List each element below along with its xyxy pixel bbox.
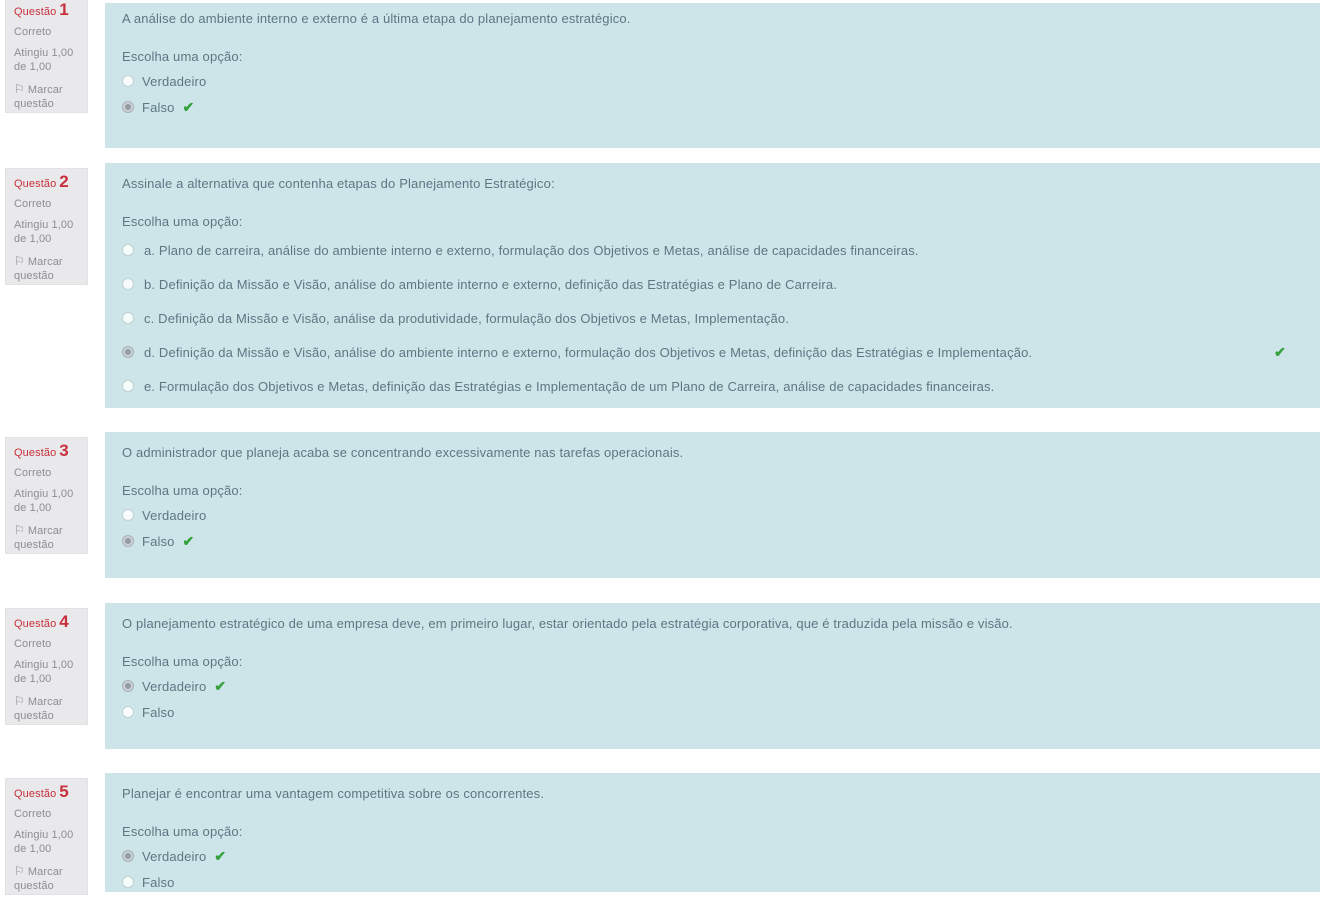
question-3-body (105, 432, 1320, 578)
flag-icon: ⚐ (14, 523, 25, 537)
question-word: Questão (14, 618, 57, 630)
choose-option-prompt: Escolha uma opção: (122, 824, 243, 839)
option-row-falso[interactable] (122, 94, 1300, 120)
question-1-info-block (5, 0, 88, 113)
option-label: Falso (142, 99, 175, 115)
radio-button-selected[interactable] (122, 101, 134, 113)
question-number: 2 (59, 172, 69, 191)
question-3-title (14, 441, 79, 460)
option-row-b[interactable] (122, 267, 1300, 301)
question-2-grade: Atingiu 1,00 de 1,00 (14, 219, 74, 245)
option-label: e. Formulação dos Objetivos e Metas, definição das Estratégias e Implementação de um Plano de Carreira, análise de capacidades financeiras. (144, 378, 995, 394)
correct-check-icon: ✔ (182, 99, 195, 115)
question-3-info-block (5, 437, 88, 554)
option-label: Verdadeiro (142, 507, 207, 523)
flag-question-link[interactable] (14, 523, 79, 552)
question-text: Planejar é encontrar uma vantagem competitiva sobre os concorrentes. (122, 786, 545, 801)
choose-option-prompt: Escolha uma opção: (122, 483, 243, 498)
question-text: A análise do ambiente interno e externo é a última etapa do planejamento estratégico. (122, 11, 631, 26)
flag-label: Marcar questão (14, 866, 63, 892)
option-row-verdadeiro[interactable] (122, 673, 1300, 699)
correct-check-icon: ✔ (182, 533, 195, 549)
radio-button[interactable] (122, 876, 134, 888)
option-label: d. Definição da Missão e Visão, análise do ambiente interno e externo, formulação dos Objetivos e Metas, definição das Estratégias e Implementação. (144, 344, 1033, 360)
question-5-status: Correto (14, 808, 52, 820)
option-row-falso[interactable] (122, 699, 1300, 725)
question-3-status: Correto (14, 467, 52, 479)
question-2-info-block (5, 168, 88, 285)
choose-option-prompt: Escolha uma opção: (122, 654, 243, 669)
question-number: 5 (59, 782, 69, 801)
option-row-e[interactable] (122, 369, 1300, 403)
option-label: Falso (142, 704, 175, 720)
option-label: Falso (142, 533, 175, 549)
radio-button[interactable] (122, 278, 134, 290)
question-number: 4 (59, 612, 69, 631)
flag-question-link[interactable] (14, 82, 79, 111)
option-label: b. Definição da Missão e Visão, análise do ambiente interno e externo, definição das Estratégias e Plano de Carreira. (144, 276, 837, 292)
question-4-grade: Atingiu 1,00 de 1,00 (14, 659, 74, 685)
question-5-title (14, 782, 79, 801)
option-row-falso[interactable] (122, 528, 1300, 554)
flag-icon: ⚐ (14, 864, 25, 878)
question-text: O administrador que planeja acaba se concentrando excessivamente nas tarefas operacionais. (122, 445, 684, 460)
flag-label: Marcar questão (14, 525, 63, 551)
radio-button[interactable] (122, 706, 134, 718)
flag-question-link[interactable] (14, 694, 79, 723)
radio-button[interactable] (122, 75, 134, 87)
correct-check-icon: ✔ (214, 848, 227, 864)
question-4-title (14, 612, 79, 631)
question-text: O planejamento estratégico de uma empresa deve, em primeiro lugar, estar orientado pela estratégia corporativa, que é traduzida pela missão e visão. (122, 616, 1013, 631)
option-label: c. Definição da Missão e Visão, análise da produtividade, formulação dos Objetivos e Metas, Implementação. (144, 310, 790, 326)
question-4-info-block (5, 608, 88, 725)
question-number: 3 (59, 441, 69, 460)
question-2-body (105, 163, 1320, 408)
option-row-verdadeiro[interactable] (122, 68, 1300, 94)
question-1-title (14, 0, 79, 19)
question-2-title (14, 172, 79, 191)
question-word: Questão (14, 447, 57, 459)
flag-label: Marcar questão (14, 256, 63, 282)
option-row-falso[interactable] (122, 869, 1300, 895)
radio-button-selected[interactable] (122, 850, 134, 862)
question-2-status: Correto (14, 198, 52, 210)
option-row-d[interactable] (122, 335, 1300, 369)
flag-label: Marcar questão (14, 696, 63, 722)
question-text: Assinale a alternativa que contenha etapas do Planejamento Estratégico: (122, 176, 555, 191)
correct-check-icon: ✔ (214, 678, 227, 694)
choose-option-prompt: Escolha uma opção: (122, 214, 243, 229)
flag-icon: ⚐ (14, 254, 25, 268)
question-word: Questão (14, 6, 57, 18)
radio-button[interactable] (122, 244, 134, 256)
question-1-body (105, 3, 1320, 148)
flag-label: Marcar questão (14, 84, 63, 110)
option-label: Verdadeiro (142, 678, 207, 694)
radio-button-selected[interactable] (122, 680, 134, 692)
option-row-verdadeiro[interactable] (122, 843, 1300, 869)
question-4-status: Correto (14, 638, 52, 650)
flag-question-link[interactable] (14, 864, 79, 893)
radio-button[interactable] (122, 380, 134, 392)
option-label: Falso (142, 874, 175, 890)
question-5-info-block (5, 778, 88, 895)
question-5-grade: Atingiu 1,00 de 1,00 (14, 829, 74, 855)
question-1-grade: Atingiu 1,00 de 1,00 (14, 47, 74, 73)
radio-button[interactable] (122, 312, 134, 324)
question-number: 1 (59, 0, 69, 19)
flag-question-link[interactable] (14, 254, 79, 283)
choose-option-prompt: Escolha uma opção: (122, 49, 243, 64)
flag-icon: ⚐ (14, 694, 25, 708)
option-row-a[interactable] (122, 233, 1300, 267)
radio-button-selected[interactable] (122, 535, 134, 547)
flag-icon: ⚐ (14, 82, 25, 96)
question-3-grade: Atingiu 1,00 de 1,00 (14, 488, 74, 514)
option-label: a. Plano de carreira, análise do ambiente interno e externo, formulação dos Objetivos e Metas, análise de capacidades financeiras. (144, 242, 919, 258)
correct-check-icon: ✔ (1274, 344, 1286, 360)
option-row-c[interactable] (122, 301, 1300, 335)
question-5-body (105, 773, 1320, 892)
question-word: Questão (14, 178, 57, 190)
question-4-body (105, 603, 1320, 749)
option-label: Verdadeiro (142, 73, 207, 89)
option-row-verdadeiro[interactable] (122, 502, 1300, 528)
option-label: Verdadeiro (142, 848, 207, 864)
question-word: Questão (14, 788, 57, 800)
radio-button-selected[interactable] (122, 346, 134, 358)
radio-button[interactable] (122, 509, 134, 521)
question-1-status: Correto (14, 26, 52, 38)
